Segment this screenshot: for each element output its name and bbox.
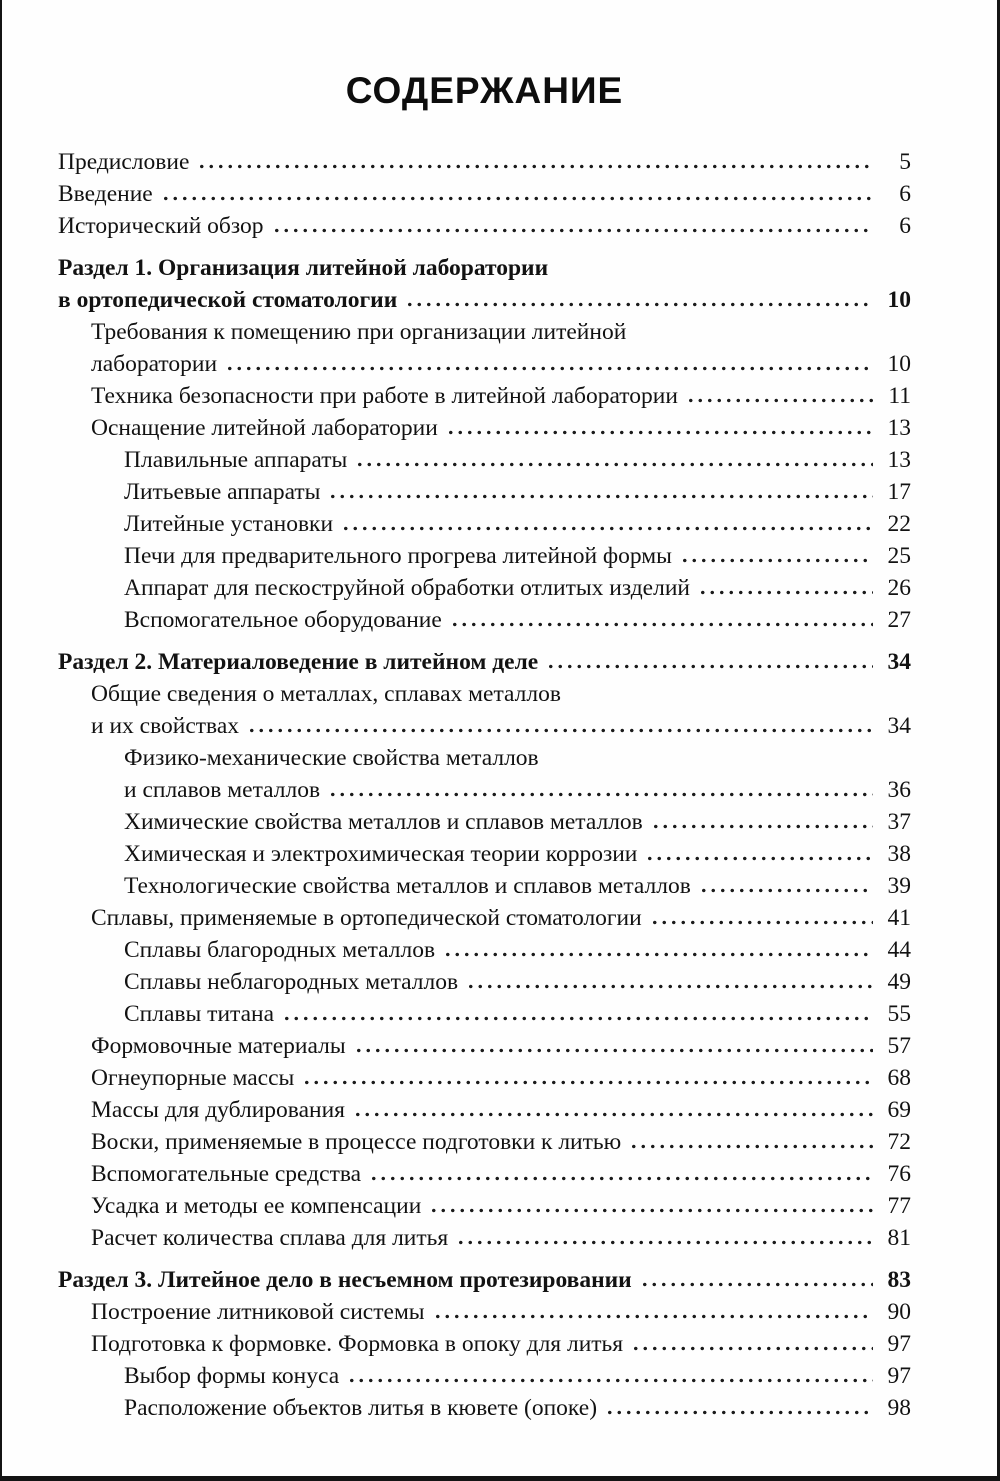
dot-leader xyxy=(650,920,873,925)
toc-entry xyxy=(58,1062,911,1094)
toc-entry-last-line xyxy=(124,806,911,838)
toc-entry xyxy=(58,540,911,572)
toc-entry xyxy=(58,1360,911,1392)
toc-entry-text: Требования к помещению при организации литейной xyxy=(91,319,627,345)
toc-entry-last-line xyxy=(91,710,911,742)
page-number: 81 xyxy=(887,1225,911,1251)
page-number: 69 xyxy=(887,1097,911,1123)
toc-entry xyxy=(58,210,911,242)
dot-leader xyxy=(443,952,873,957)
toc-entry xyxy=(58,1126,911,1158)
page-number: 41 xyxy=(887,905,911,931)
toc-entry-last-line xyxy=(58,646,911,678)
toc-entry xyxy=(58,572,911,604)
toc-entry-text: Технологические свойства металлов и сплавов металлов xyxy=(124,873,691,899)
page-number: 72 xyxy=(887,1129,911,1155)
dot-leader xyxy=(247,728,873,733)
toc-entry-text: и сплавов металлов xyxy=(124,777,321,803)
dot-leader xyxy=(302,1080,873,1085)
dot-leader xyxy=(450,622,873,627)
toc-entry-last-line xyxy=(91,902,911,934)
toc-entry xyxy=(58,1190,911,1222)
dot-leader xyxy=(328,494,873,499)
toc-entry-text: Исторический обзор xyxy=(58,213,264,239)
dot-leader xyxy=(272,228,874,233)
toc-entry-last-line xyxy=(91,1126,911,1158)
toc-entry-last-line xyxy=(124,934,911,966)
page-number: 6 xyxy=(899,213,911,239)
toc-entry xyxy=(58,902,911,934)
toc-entry-text: Аппарат для пескоструйной обработки отлитых изделий xyxy=(124,575,690,601)
toc-entry xyxy=(58,1030,911,1062)
toc-entry xyxy=(58,1392,911,1424)
page-number: 26 xyxy=(887,575,911,601)
toc-entry-text: Предисловие xyxy=(58,149,190,175)
dot-leader xyxy=(686,398,873,403)
toc-entry-text: Сплавы благородных металлов xyxy=(124,937,436,963)
toc-entry-last-line xyxy=(58,146,911,178)
toc-entry-last-line xyxy=(124,572,911,604)
toc-entry xyxy=(58,604,911,636)
dot-leader xyxy=(698,590,873,595)
toc-entry-last-line xyxy=(124,966,911,998)
dot-leader xyxy=(546,664,873,669)
page-number: 34 xyxy=(887,649,911,675)
toc-entry xyxy=(58,380,911,412)
dot-leader xyxy=(433,1314,873,1319)
toc-entry xyxy=(58,742,911,806)
toc-entry-text: Формовочные материалы xyxy=(91,1033,346,1059)
toc-entry-last-line xyxy=(91,348,911,380)
toc-entry xyxy=(58,476,911,508)
toc-entry-text: Раздел 3. Литейное дело в несъемном протезировании xyxy=(58,1267,632,1293)
dot-leader xyxy=(456,1240,873,1245)
dot-leader xyxy=(680,558,873,563)
toc-list xyxy=(58,146,911,1424)
toc-entry-last-line xyxy=(124,1360,911,1392)
toc-entry-text: Воски, применяемые в процессе подготовки к литью xyxy=(91,1129,622,1155)
toc-entry-last-line xyxy=(91,1030,911,1062)
dot-leader xyxy=(347,1378,873,1383)
page-number: 22 xyxy=(887,511,911,537)
toc-entry-text: Химические свойства металлов и сплавов металлов xyxy=(124,809,643,835)
dot-leader xyxy=(605,1410,873,1415)
toc-entry-text: Плавильные аппараты xyxy=(124,447,348,473)
toc-entry xyxy=(58,178,911,210)
toc-entry-text: Сплавы, применяемые в ортопедической стоматологии xyxy=(91,905,642,931)
toc-entry-text: Раздел 2. Материаловедение в литейном деле xyxy=(58,649,539,675)
dot-leader xyxy=(354,1048,873,1053)
page-number: 10 xyxy=(887,287,911,313)
page-number: 39 xyxy=(887,873,911,899)
dot-leader xyxy=(161,196,873,201)
toc-entry xyxy=(58,316,911,380)
toc-entry-last-line xyxy=(124,508,911,540)
toc-entry-text: Общие сведения о металлах, сплавах металлов xyxy=(91,681,561,707)
toc-entry-text: Химическая и электрохимическая теории коррозии xyxy=(124,841,638,867)
page-number: 10 xyxy=(887,351,911,377)
toc-entry xyxy=(58,1222,911,1254)
page-number: 76 xyxy=(887,1161,911,1187)
dot-leader xyxy=(651,824,873,829)
toc-entry-text: Литейные установки xyxy=(124,511,334,537)
toc-entry-text: в ортопедической стоматологии xyxy=(58,287,398,313)
toc-entry-last-line xyxy=(91,1158,911,1190)
toc-entry-text: Огнеупорные массы xyxy=(91,1065,295,1091)
toc-entry-text: Подготовка к формовке. Формовка в опоку для литья xyxy=(91,1331,624,1357)
dot-leader xyxy=(405,302,873,307)
page-number: 98 xyxy=(887,1395,911,1421)
toc-entry-text: Оснащение литейной лаборатории xyxy=(91,415,438,441)
page-number: 5 xyxy=(899,149,911,175)
dot-leader xyxy=(282,1016,873,1021)
toc-entry xyxy=(58,252,911,316)
dot-leader xyxy=(369,1176,873,1181)
page-number: 38 xyxy=(887,841,911,867)
toc-entry xyxy=(58,678,911,742)
page-number: 44 xyxy=(887,937,911,963)
page-number: 57 xyxy=(887,1033,911,1059)
toc-entry xyxy=(58,966,911,998)
toc-entry-last-line xyxy=(91,1222,911,1254)
toc-entry xyxy=(58,146,911,178)
toc-entry-last-line xyxy=(91,1296,911,1328)
toc-entry-text: Выбор формы конуса xyxy=(124,1363,340,1389)
toc-entry-last-line xyxy=(124,998,911,1030)
toc-entry-text: и их свойствах xyxy=(91,713,240,739)
toc-entry xyxy=(58,1264,911,1296)
toc-entry-last-line xyxy=(91,412,911,444)
page-number: 49 xyxy=(887,969,911,995)
toc-entry-last-line xyxy=(124,604,911,636)
dot-leader xyxy=(629,1144,873,1149)
toc-entry-last-line xyxy=(124,540,911,572)
toc-entry-last-line xyxy=(124,870,911,902)
dot-leader xyxy=(640,1282,873,1287)
page-number: 68 xyxy=(887,1065,911,1091)
toc-entry-last-line xyxy=(91,1062,911,1094)
page-number: 13 xyxy=(887,415,911,441)
dot-leader xyxy=(429,1208,873,1213)
toc-entry-text: Расположение объектов литья в кювете (опоке) xyxy=(124,1395,598,1421)
toc-entry-last-line xyxy=(58,1264,911,1296)
toc-entry-text: Печи для предварительного прогрева литейной формы xyxy=(124,543,672,569)
toc-entry-text: Вспомогательное оборудование xyxy=(124,607,442,633)
toc-entry-text: Литьевые аппараты xyxy=(124,479,321,505)
dot-leader xyxy=(341,526,873,531)
toc-entry-last-line xyxy=(124,444,911,476)
page-number: 55 xyxy=(887,1001,911,1027)
page-number: 13 xyxy=(887,447,911,473)
toc-entry xyxy=(58,1094,911,1126)
dot-leader xyxy=(699,888,873,893)
page-number: 83 xyxy=(887,1267,911,1293)
toc-entry-last-line xyxy=(124,774,911,806)
toc-entry-last-line xyxy=(91,1328,911,1360)
page-number: 34 xyxy=(887,713,911,739)
toc-entry xyxy=(58,870,911,902)
toc-entry-text: Сплавы неблагородных металлов xyxy=(124,969,459,995)
dot-leader xyxy=(353,1112,873,1117)
toc-entry xyxy=(58,1328,911,1360)
page-number: 27 xyxy=(887,607,911,633)
toc-entry-text: Усадка и методы ее компенсации xyxy=(91,1193,422,1219)
dot-leader xyxy=(446,430,873,435)
toc-entry-text: Расчет количества сплава для литья xyxy=(91,1225,449,1251)
toc-entry-text: Физико-механические свойства металлов xyxy=(124,745,539,771)
dot-leader xyxy=(225,366,873,371)
toc-entry-last-line xyxy=(124,476,911,508)
toc-entry xyxy=(58,838,911,870)
toc-entry xyxy=(58,1158,911,1190)
toc-entry-text: Построение литниковой системы xyxy=(91,1299,425,1325)
toc-entry-last-line xyxy=(58,178,911,210)
toc-entry xyxy=(58,444,911,476)
toc-entry-text: Массы для дублирования xyxy=(91,1097,345,1123)
dot-leader xyxy=(197,164,873,169)
page-number: 37 xyxy=(887,809,911,835)
toc-entry-last-line xyxy=(91,1190,911,1222)
toc-entry xyxy=(58,806,911,838)
toc-entry-last-line xyxy=(124,838,911,870)
dot-leader xyxy=(466,984,873,989)
toc-entry xyxy=(58,1296,911,1328)
page-number: 97 xyxy=(887,1363,911,1389)
toc-entry-last-line xyxy=(58,284,911,316)
toc-entry-last-line xyxy=(58,210,911,242)
page-number: 90 xyxy=(887,1299,911,1325)
dot-leader xyxy=(328,792,873,797)
toc-entry-text: Введение xyxy=(58,181,153,207)
dot-leader xyxy=(645,856,873,861)
toc-entry-text: Раздел 1. Организация литейной лаборатории xyxy=(58,255,549,281)
toc-entry-last-line xyxy=(91,380,911,412)
page-title: СОДЕРЖАНИЕ xyxy=(345,70,624,111)
page-number: 17 xyxy=(887,479,911,505)
toc-entry xyxy=(58,934,911,966)
toc-entry xyxy=(58,646,911,678)
page-number: 25 xyxy=(887,543,911,569)
toc-entry-text: лаборатории xyxy=(91,351,218,377)
dot-leader xyxy=(631,1346,873,1351)
toc-entry-text: Сплавы титана xyxy=(124,1001,275,1027)
toc-entry-text: Вспомогательные средства xyxy=(91,1161,362,1187)
dot-leader xyxy=(355,462,873,467)
page-number: 36 xyxy=(887,777,911,803)
page-number: 97 xyxy=(887,1331,911,1357)
toc-entry-last-line xyxy=(124,1392,911,1424)
toc-entry xyxy=(58,998,911,1030)
toc-entry xyxy=(58,412,911,444)
page-number: 11 xyxy=(888,383,911,409)
toc-entry-last-line xyxy=(91,1094,911,1126)
toc-entry-text: Техника безопасности при работе в литейной лаборатории xyxy=(91,383,678,409)
page-number: 77 xyxy=(887,1193,911,1219)
toc-entry xyxy=(58,508,911,540)
page-number: 6 xyxy=(899,181,911,207)
